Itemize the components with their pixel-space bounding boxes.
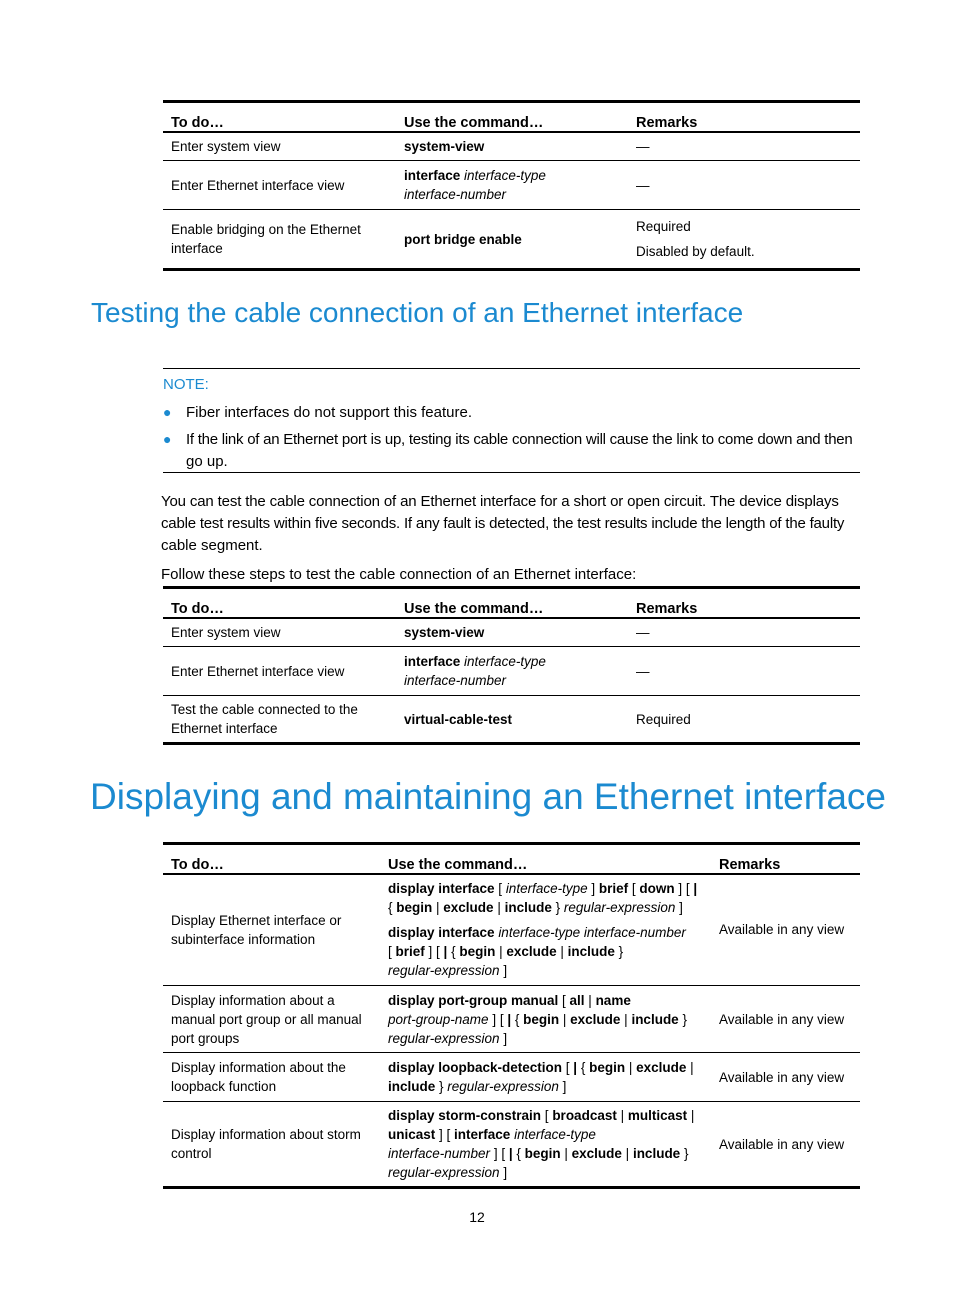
table-row [163,986,860,1053]
todo-cell [163,210,396,270]
command-cell: display storm-constrain [ broadcast | multicast | unicast ] [ interface interface-type interface-number ] [ | { begin | exclude | include } regular-expression ] [388,1108,695,1180]
todo-cell: Enter Ethernet interface view [163,647,396,696]
body-paragraph-line: cable test results within five seconds. If any fault is detected, the test results include the length of the faulty [161,515,845,532]
remarks-cell [628,210,860,270]
bullet-icon: ● [163,404,172,420]
remarks-cell: — [628,161,860,210]
todo-cell: Enter system view [163,618,396,647]
table-row [163,874,860,986]
command-cell [396,210,628,270]
todo-cell [163,1053,380,1102]
table-row [163,210,860,270]
remarks-cell: Required [636,711,691,727]
todo-line: Display information about the [171,1060,346,1075]
todo-line: Test the cable connected to the [171,702,358,717]
command-argument: interface-number [404,187,507,202]
command-argument: interface-type [464,654,546,669]
command-keyword: virtual-cable-test [404,711,513,727]
bullet-icon: ● [163,431,172,447]
command-cell [396,132,628,161]
table-row [163,696,860,744]
table-row [163,647,860,696]
body-paragraph-line: cable segment. [161,537,263,554]
note-bottom-rule [163,472,860,473]
remarks-cell: — [628,618,860,647]
todo-line: Enable bridging on the Ethernet [171,222,361,237]
body-paragraph-line: You can test the cable connection of an Ethernet interface for a short or open circuit. The device displays [161,493,839,510]
remarks-cell: Available in any view [711,1053,860,1102]
todo-cell [163,874,380,986]
note-bullet: If the link of an Ethernet port is up, testing its cable connection will cause the link to come down and then [186,431,853,448]
table-row [163,618,860,647]
command-argument: interface-number [404,673,507,688]
command-cell [396,161,628,210]
command-syntax: display interface interface-type interface-number [ brief ] [ | { begin | exclude | include } regular-expression ] [388,925,686,979]
column-header: Remarks [711,844,860,874]
table-header-row [163,588,860,618]
remarks-cell: — [628,132,860,161]
remarks-cell: Available in any view [719,1136,845,1152]
table-header-row [163,844,860,874]
column-header: Remarks [628,588,860,618]
table-row [163,1053,860,1102]
page-number: 12 [469,1209,485,1225]
todo-line: manual port group or all manual [171,1011,362,1027]
command-table-display [163,842,860,1189]
todo-line: Display information about a [171,992,335,1008]
column-header: To do… [163,588,396,618]
column-header: Use the command… [396,588,628,618]
command-cell [380,874,711,986]
todo-cell [163,986,380,1053]
todo-line: subinterface information [171,931,316,947]
command-argument: interface-type [464,168,546,183]
command-cell: display loopback-detection [ | { begin | exclude | include } regular-expression ] [380,1053,711,1102]
command-table-cable-test [163,586,860,745]
command-keyword: interface [404,654,461,669]
command-keyword: system-view [404,138,485,154]
remark-line: Required [636,219,691,234]
command-table-bridging [163,100,860,271]
remark-line: Disabled by default. [636,244,755,259]
todo-line: Display information about storm [171,1127,361,1142]
command-keyword: port bridge enable [404,231,522,247]
todo-line: Display Ethernet interface or [171,912,342,928]
table-header-row [163,102,860,132]
column-header: To do… [163,844,380,874]
section-heading-cable-test: Testing the cable connection of an Ethernet interface [91,297,744,328]
remarks-cell: — [628,647,860,696]
note-bullet-continuation: go up. [186,453,228,470]
command-cell [396,618,628,647]
note-bullet: Fiber interfaces do not support this feature. [186,404,472,421]
column-header: Use the command… [396,102,628,132]
command-cell: display port-group manual [ all | name port-group-name ] [ | { begin | exclude | include } regular-expression ] [380,986,711,1053]
todo-line: loopback function [171,1079,277,1094]
todo-cell [163,1102,380,1188]
remarks-cell: Available in any view [711,986,860,1053]
command-cell [396,696,628,744]
remarks-cell: Available in any view [711,874,860,986]
todo-line: control [171,1146,212,1161]
table-row [163,1102,860,1188]
column-header: Remarks [628,102,860,132]
column-header: To do… [163,102,396,132]
todo-cell: Enter Ethernet interface view [163,161,396,210]
section-heading-display-maintain: Displaying and maintaining an Ethernet interface [90,776,886,817]
todo-cell: Enter system view [163,132,396,161]
column-header: Use the command… [380,844,711,874]
command-keyword: system-view [404,624,485,640]
table-row [163,161,860,210]
todo-line: interface [171,241,223,256]
table-row [163,132,860,161]
todo-line: port groups [171,1030,240,1046]
todo-cell [163,696,396,744]
note-top-rule [163,368,860,369]
todo-line: Ethernet interface [171,721,278,736]
note-label: NOTE: [163,376,209,393]
command-keyword: interface [404,168,461,183]
body-paragraph: Follow these steps to test the cable connection of an Ethernet interface: [161,566,637,583]
command-syntax: display interface [ interface-type ] brief [ down ] [ | { begin | exclude | include } regular-expression ] [388,881,698,916]
command-cell [396,647,628,696]
